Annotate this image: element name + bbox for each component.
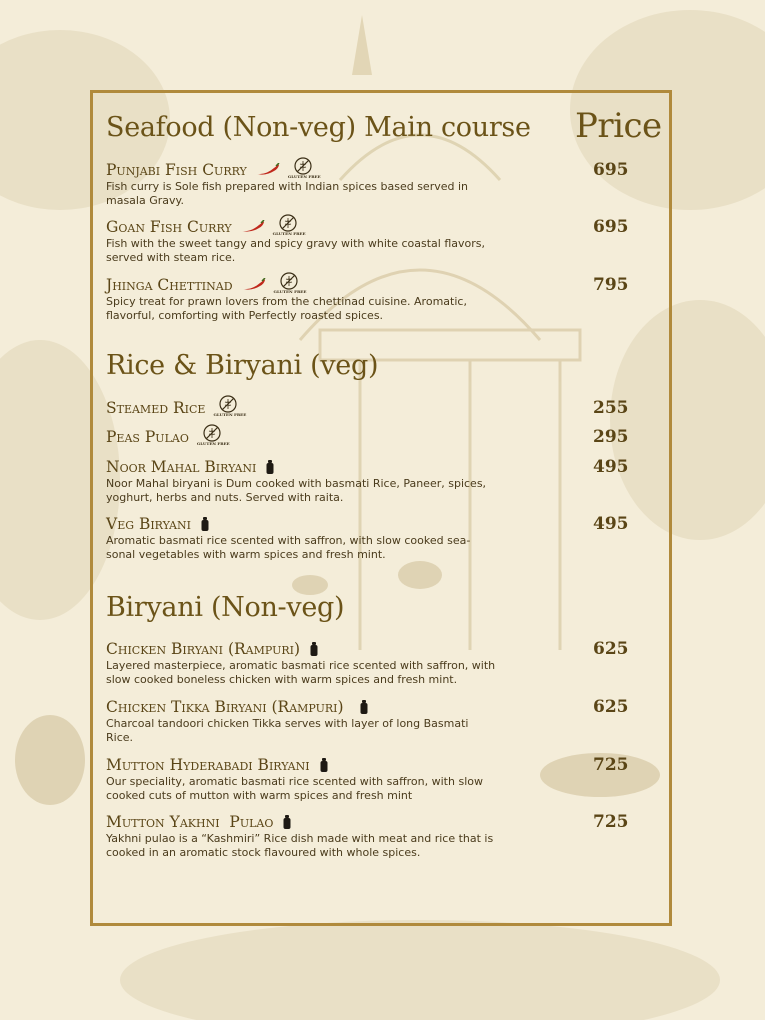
gluten-free-icon: [273, 272, 307, 298]
biryani-section-title: Biryani (Non-veg): [106, 592, 345, 623]
item-description: Our speciality, aromatic basmati rice scented with saffron, with slow cooked cuts of mutton with warm spices and fresh mint: [106, 775, 483, 802]
handi-pot-icon: [266, 460, 274, 474]
menu-item: [106, 398, 646, 418]
gluten-free-label: GLUTEN FREE: [273, 289, 307, 294]
handi-pot-icon: [283, 815, 291, 829]
menu-item: [106, 217, 646, 265]
menu-item: [106, 514, 646, 562]
gluten-free-label: GLUTEN FREE: [287, 174, 321, 179]
handi-pot-icon: [310, 642, 318, 656]
menu-item: [106, 755, 646, 803]
chili-icon: [241, 220, 265, 234]
chili-icon: [242, 278, 266, 292]
price-column-header: Price: [575, 106, 662, 146]
chili-icon: [256, 163, 280, 177]
item-name: Mutton Hyderabadi Biryani: [106, 756, 310, 774]
item-price: 625: [593, 697, 629, 717]
item-description: Layered masterpiece, aromatic basmati rice scented with saffron, with slow cooked boneless chicken with warm spices and fresh mint.: [106, 659, 496, 686]
handi-pot-icon: [320, 758, 328, 772]
item-price: 795: [593, 275, 629, 295]
item-description: Aromatic basmati rice scented with saffron, with slow cooked sea-sonal vegetables with warm spices and fresh mint.: [106, 534, 471, 561]
item-description: Yakhni pulao is a “Kashmiri” Rice dish made with meat and rice that is cooked in an aromatic stock flavoured with whole spices.: [106, 832, 494, 859]
item-description: Fish with the sweet tangy and spicy gravy with white coastal flavors, served with steam rice.: [106, 237, 485, 264]
item-name: Noor Mahal Biryani: [106, 458, 257, 476]
item-name: Mutton Yakhni Pulao: [106, 813, 274, 831]
item-name: Goan Fish Curry: [106, 218, 232, 236]
gluten-free-icon: [287, 157, 321, 183]
menu-item: [106, 639, 646, 687]
seafood-section-title: Seafood (Non-veg) Main course: [106, 112, 531, 143]
item-description: Noor Mahal biryani is Dum cooked with basmati Rice, Paneer, spices, yoghurt, herbs and nuts. Served with raita.: [106, 477, 487, 504]
menu-item: [106, 427, 646, 447]
item-description: Spicy treat for prawn lovers from the chettinad cuisine. Aromatic, flavorful, comforting with Perfectly roasted spices.: [106, 295, 467, 322]
item-price: 695: [593, 217, 629, 237]
item-name: Peas Pulao: [106, 428, 189, 446]
rice-section-title: Rice & Biryani (veg): [106, 350, 379, 381]
item-price: 495: [593, 457, 629, 477]
gluten-free-label: GLUTEN FREE: [196, 441, 230, 446]
item-name: Chicken Biryani (Rampuri): [106, 640, 301, 658]
menu-item: [106, 697, 646, 745]
handi-pot-icon: [360, 700, 368, 714]
item-price: 695: [593, 160, 629, 180]
gluten-free-icon: [272, 214, 306, 240]
menu-item: [106, 275, 646, 323]
item-price: 255: [593, 398, 629, 418]
item-price: 295: [593, 427, 629, 447]
item-description: Fish curry is Sole fish prepared with Indian spices based served in masala Gravy.: [106, 180, 469, 207]
gluten-free-icon: [196, 424, 230, 450]
gluten-free-icon: [213, 395, 247, 421]
gluten-free-label: GLUTEN FREE: [213, 412, 247, 417]
item-name: Chicken Tikka Biryani (Rampuri): [106, 698, 344, 716]
item-price: 725: [593, 812, 629, 832]
menu-item: [106, 160, 646, 208]
item-price: 495: [593, 514, 629, 534]
item-price: 625: [593, 639, 629, 659]
item-price: 725: [593, 755, 629, 775]
item-name: Jhinga Chettinad: [106, 276, 233, 294]
handi-pot-icon: [201, 517, 209, 531]
gluten-free-label: GLUTEN FREE: [272, 231, 306, 236]
item-name: Veg Biryani: [106, 515, 191, 533]
item-description: Charcoal tandoori chicken Tikka serves with layer of long Basmati Rice.: [106, 717, 469, 744]
menu-item: [106, 812, 646, 860]
menu-item: [106, 457, 646, 505]
item-name: Punjabi Fish Curry: [106, 161, 247, 179]
item-name: Steamed Rice: [106, 399, 206, 417]
